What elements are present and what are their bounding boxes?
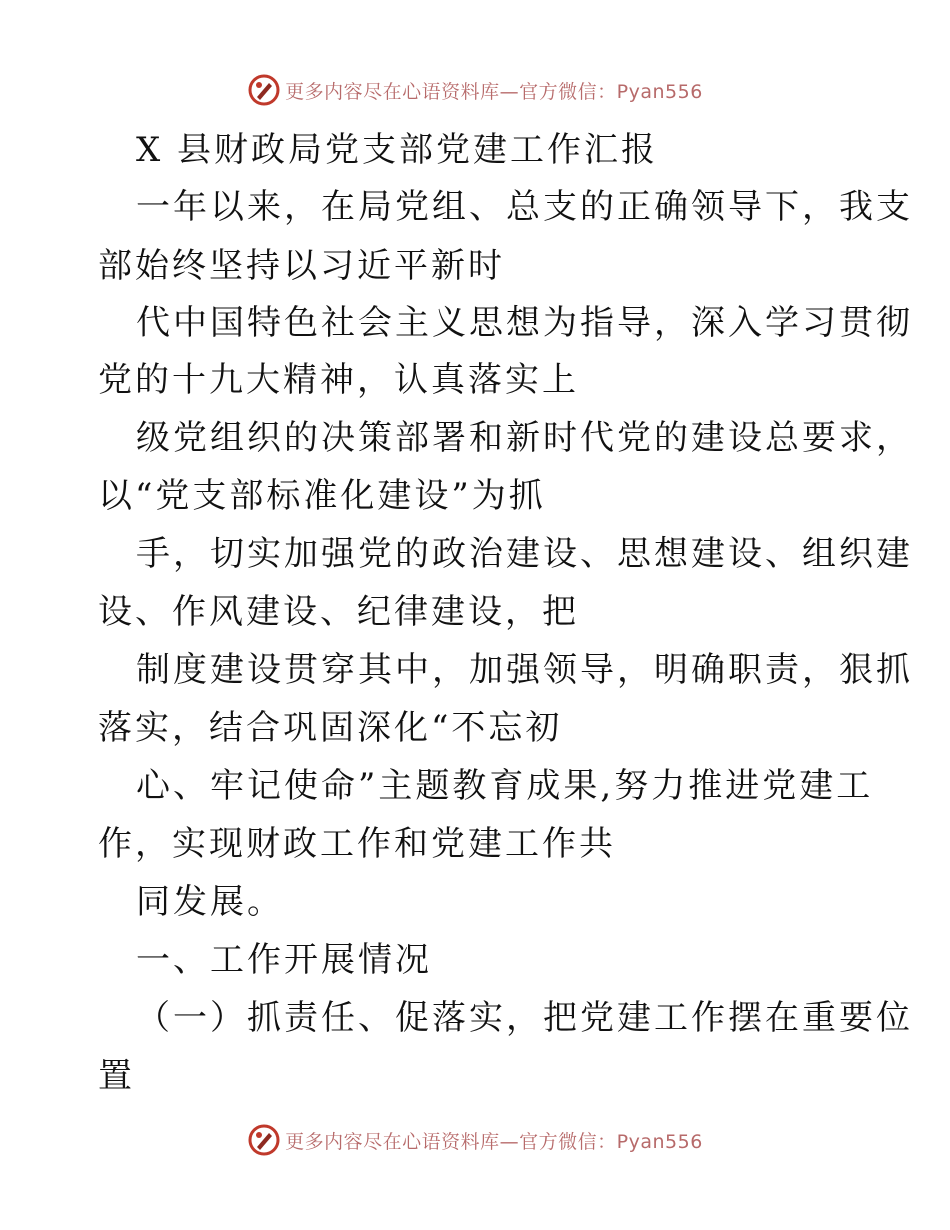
- paragraph-line: 制度建设贯穿其中，加强领导，明确职责，狠抓: [136, 650, 913, 690]
- watermark-logo-icon: [247, 73, 281, 107]
- watermark-text: 更多内容尽在心语资料库—官方微信：Pyan556: [285, 80, 703, 103]
- paragraph-line: 部始终坚持以习近平新时: [98, 246, 505, 286]
- watermark-footer: [0, 1120, 950, 1160]
- paragraph-line: 同发展。: [136, 882, 284, 922]
- document-title: X 县财政局党支部党建工作汇报: [136, 130, 659, 170]
- paragraph-line: 以“党支部标准化建设”为抓: [98, 476, 546, 516]
- paragraph-line: 作，实现财政工作和党建工作共: [98, 824, 616, 864]
- paragraph-line: 手，切实加强党的政治建设、思想建设、组织建: [136, 534, 913, 574]
- subsection-heading: （一）抓责任、促落实，把党建工作摆在重要位: [136, 998, 913, 1038]
- watermark-text: 更多内容尽在心语资料库—官方微信：Pyan556: [285, 1130, 703, 1153]
- paragraph-line: 代中国特色社会主义思想为指导，深入学习贯彻: [136, 303, 913, 343]
- watermark-logo-icon: [247, 1123, 281, 1157]
- paragraph-line: 心、牢记使命”主题教育成果,努力推进党建工: [136, 766, 874, 806]
- paragraph-line: 党的十九大精神，认真落实上: [98, 360, 579, 400]
- paragraph-line: 一年以来，在局党组、总支的正确领导下，我支: [136, 187, 913, 227]
- paragraph-line: 设、作风建设、纪律建设，把: [98, 592, 579, 632]
- paragraph-line: 落实，结合巩固深化“不忘初: [98, 708, 563, 748]
- paragraph-line: 级党组织的决策部署和新时代党的建设总要求，: [136, 418, 913, 458]
- section-heading: 一、工作开展情况: [136, 940, 432, 980]
- watermark-header: [0, 70, 950, 110]
- subsection-heading-continued: 置: [98, 1056, 135, 1096]
